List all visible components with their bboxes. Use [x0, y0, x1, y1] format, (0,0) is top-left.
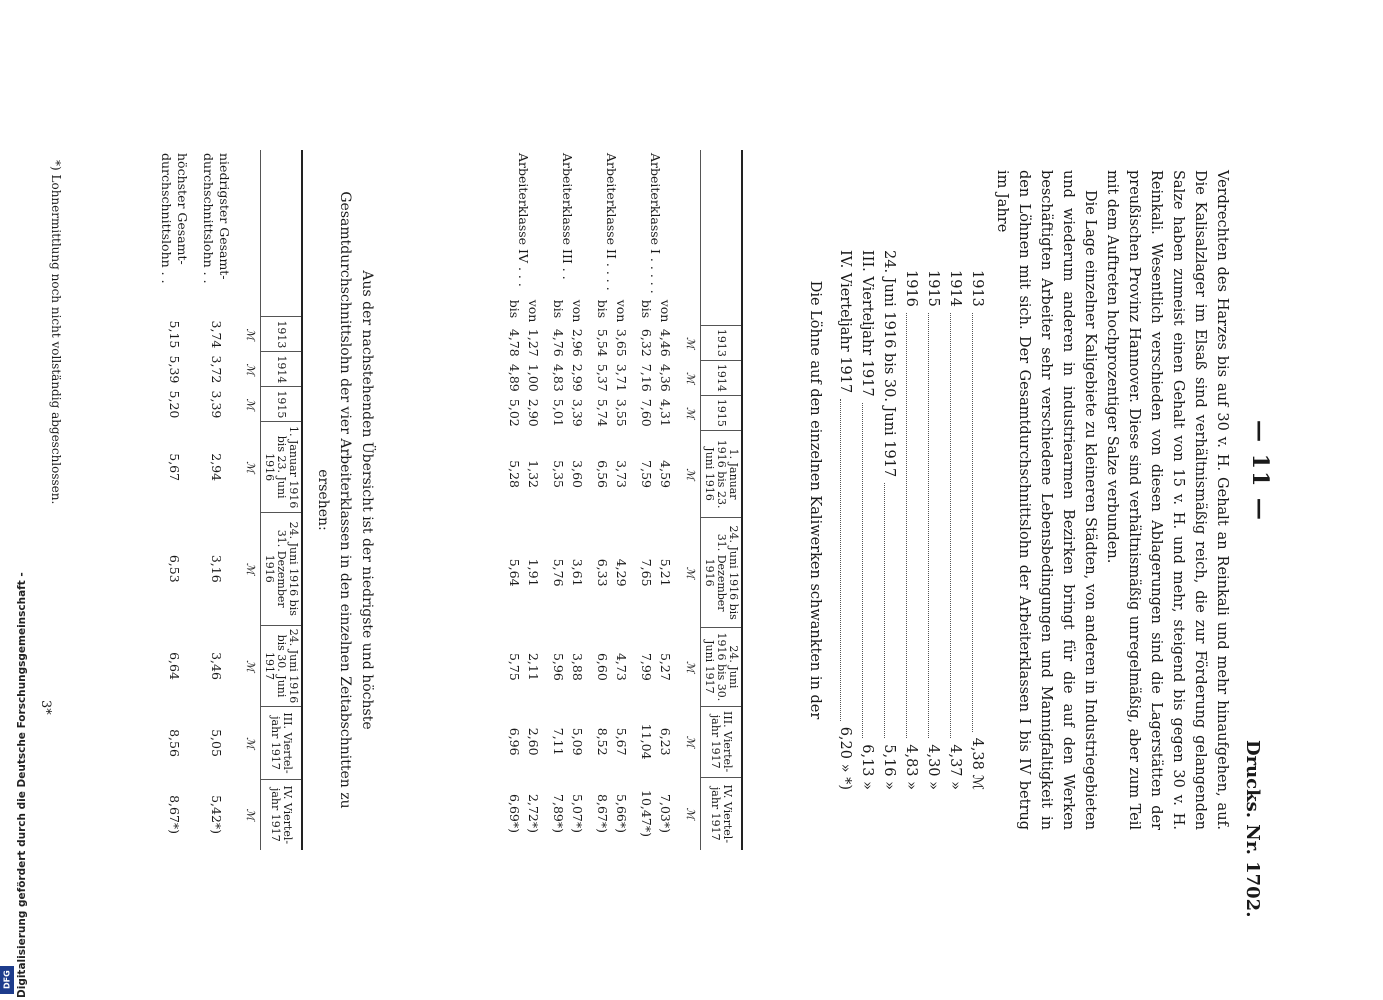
- min-value: 5,27: [658, 652, 673, 681]
- min-value: 5,66*): [614, 794, 629, 833]
- class-label: Arbeiterklasse IV . . .: [516, 153, 532, 287]
- unit-cell: ℳ: [244, 808, 257, 821]
- range-from: von: [614, 299, 629, 323]
- max-value: 5,54: [595, 328, 610, 357]
- min-value: 5,67: [614, 727, 629, 756]
- min-value: 4,46: [658, 328, 673, 357]
- paragraph-4: Aus der nachstehenden Übersicht ist der niedrigste und höchste Gesamtdurchschnittslohn der vier Arbeiterklassen in den einzelnen Zeitabschnitten zu ersehen:: [315, 191, 375, 809]
- min-value: 3,73: [614, 460, 629, 489]
- wage-value: 3,46: [209, 652, 224, 680]
- column-header: 1913: [701, 325, 743, 360]
- max-value: 6,96: [507, 727, 522, 756]
- column-header: III. Viertel-jahr 1917: [701, 706, 743, 777]
- year-value: 6,13 »: [859, 744, 875, 790]
- unit-cell: ℳ: [684, 406, 697, 419]
- table-row: [612, 150, 637, 850]
- unit-cell: ℳ: [244, 328, 257, 341]
- table-row: [656, 150, 681, 850]
- unit-cell: ℳ: [244, 461, 257, 474]
- year-row: [878, 230, 900, 790]
- column-header: 24. Juni 1916 bis 30. Juni 1917: [701, 627, 743, 706]
- dot-leader: [862, 403, 878, 738]
- wage-range-table: [505, 150, 743, 850]
- footnote: *) Lohnermittlung noch nicht vollständig abgeschlossen.: [49, 160, 63, 505]
- year-label: III. Vierteljahr 1917: [859, 250, 875, 397]
- year-value: 4,83 »: [903, 744, 919, 790]
- wage-value: 5,42*): [209, 795, 224, 835]
- min-value: 3,55: [614, 398, 629, 427]
- max-value: 5,75: [507, 652, 522, 681]
- min-value: 2,90: [526, 398, 541, 427]
- year-label: 1915: [925, 270, 941, 307]
- year-value: 4,38 ℳ: [969, 737, 985, 790]
- paragraph-1: Verdrechten des Harzes bis auf 30 v. H. Gehalt an Reinkali und mehr hinaufgehen, auf. Die Kalisalzlager im Elsaß sind verhältnismäßig reich, die zur Förderung gelangenden Salze haben zumeist einen Gehalt von 15 v. H. und mehr, steigend bis gegen 30 v. H. Reinkali. Wesentlich verschieden von diesen Ablagerungen sind die Lagerstätten der preußischen Provinz Hannover. Diese sind verhältnismäßig unregelmäßig, aber zum Teil mit dem Auftreten hochprozentiger Salze verbunden.: [1104, 170, 1230, 830]
- max-value: 7,11: [551, 727, 566, 756]
- row-label: höchster Gesamt-durchschnittslohn . .: [159, 153, 190, 284]
- unit-cell: ℳ: [684, 807, 697, 820]
- max-value: 5,02: [507, 398, 522, 427]
- dot-leader: [906, 313, 922, 738]
- max-value: 4,78: [507, 328, 522, 357]
- min-value: 2,72*): [526, 794, 541, 833]
- year-row: [834, 230, 856, 790]
- page-number: — 11 —: [1247, 420, 1273, 522]
- unit-cell: ℳ: [684, 566, 697, 579]
- wage-value: 8,56: [167, 729, 182, 757]
- average-wage-table: [156, 150, 303, 850]
- year-row: [856, 230, 878, 790]
- max-value: 11,04: [639, 723, 654, 760]
- min-value: 4,59: [658, 460, 673, 489]
- min-value: 3,88: [570, 652, 585, 681]
- max-value: 6,56: [595, 460, 610, 489]
- max-value: 5,37: [595, 363, 610, 392]
- max-value: 4,83: [551, 363, 566, 392]
- year-value: 6,20 » *): [837, 726, 853, 790]
- year-value: 5,16 »: [881, 744, 897, 790]
- paragraph-2: Die Lage einzelner Kaligebiete zu kleineren Städten, von anderen in Industriegebieten und wiederum anderen in industriearmen Bezirken bringt für die auf den Werken beschäftigten Arbeiter sehr verschiedene Lebensbedingungen und Mannigfaltigkeit in den Löhnen mit sich. Der Gesamtdurchschnittslohn der Arbeiterklassen I bis IV betrug im Jahre: [994, 170, 1098, 830]
- unit-cell: ℳ: [244, 363, 257, 376]
- max-value: 5,35: [551, 460, 566, 489]
- column-header: 1914: [701, 360, 743, 395]
- wage-value: 5,15: [167, 320, 182, 349]
- column-header: [701, 150, 743, 325]
- max-value: 6,69*): [507, 794, 522, 833]
- dot-leader: [928, 313, 944, 738]
- min-value: 4,36: [658, 363, 673, 392]
- min-value: 6,23: [658, 727, 673, 756]
- column-header: 24. Juni 1916 bis 31. Dezember 1916: [701, 518, 743, 628]
- wage-value: 3,16: [209, 554, 224, 583]
- range-to: bis: [639, 299, 654, 319]
- unit-spacer: [681, 150, 701, 325]
- year-label: 24. Juni 1916 bis 30. Juni 1917: [881, 250, 897, 478]
- table-row: [198, 150, 240, 850]
- year-value: 4,30 »: [925, 744, 941, 790]
- dot-leader: [972, 313, 988, 732]
- column-header: IV. Viertel-jahr 1917: [261, 779, 303, 850]
- max-value: 6,60: [595, 652, 610, 681]
- class-label: Arbeiterklasse II . . . .: [604, 153, 620, 291]
- body-text: [991, 170, 1233, 830]
- unit-cell: ℳ: [244, 562, 257, 575]
- range-to: bis: [507, 299, 522, 319]
- min-value: 3,65: [614, 328, 629, 357]
- dot-leader: [884, 483, 900, 738]
- min-value: 2,96: [570, 328, 585, 357]
- year-row: [966, 230, 988, 790]
- wage-value: 8,67*): [167, 795, 182, 835]
- paragraph-3: Die Löhne auf den einzelnen Kaliwerken schwankten in der: [807, 280, 823, 720]
- column-header: 24. Juni 1916 bis 30. Juni 1917: [261, 625, 303, 707]
- min-value: 4,29: [614, 558, 629, 587]
- unit-cell: ℳ: [684, 468, 697, 480]
- range-from: von: [526, 299, 541, 323]
- wage-value: 3,72: [209, 355, 224, 384]
- dfg-logo-icon: DFG: [0, 966, 14, 994]
- max-value: 7,89*): [551, 794, 566, 833]
- max-value: 7,99: [639, 652, 654, 681]
- max-value: 4,76: [551, 328, 566, 357]
- max-value: 5,64: [507, 558, 522, 587]
- class-label: Arbeiterklasse I . . . . .: [648, 153, 664, 294]
- unit-cell: ℳ: [684, 336, 697, 349]
- range-to: bis: [595, 299, 610, 319]
- max-value: 5,76: [551, 558, 566, 587]
- min-value: 5,21: [658, 558, 673, 587]
- min-value: 2,60: [526, 727, 541, 756]
- year-row: [922, 230, 944, 790]
- max-value: 8,67*): [595, 794, 610, 833]
- min-value: 5,09: [570, 727, 585, 756]
- min-value: 7,03*): [658, 794, 673, 833]
- column-header: 24. Juni 1916 bis 31. Dezember 1916: [261, 512, 303, 625]
- dfg-watermark-text: Digitalisierung gefördert durch die Deutsche Forschungsgemeinschaft -: [16, 572, 28, 998]
- max-value: 4,89: [507, 363, 522, 392]
- unit-row: [240, 150, 261, 850]
- unit-cell: ℳ: [684, 735, 697, 748]
- unit-cell: ℳ: [244, 398, 257, 411]
- min-value: 3,60: [570, 460, 585, 489]
- year-label: IV. Vierteljahr 1917: [837, 250, 853, 394]
- max-value: 7,65: [639, 558, 654, 587]
- wage-value: 5,05: [209, 729, 224, 757]
- dot-leader: [950, 313, 966, 738]
- min-value: 3,39: [570, 398, 585, 427]
- column-header: 1. Januar 1916 bis 23. Juni 1916: [701, 430, 743, 518]
- wage-value: 5,39: [167, 355, 182, 384]
- min-value: 3,71: [614, 363, 629, 392]
- max-value: 6,33: [595, 558, 610, 587]
- min-value: 2,99: [570, 363, 585, 392]
- min-value: 4,31: [658, 398, 673, 427]
- table-row: [524, 150, 549, 850]
- wage-value: 5,20: [167, 390, 182, 419]
- column-header: IV. Viertel-jahr 1917: [701, 777, 743, 850]
- min-value: 2,11: [526, 652, 541, 681]
- year-row: [900, 230, 922, 790]
- unit-spacer: [240, 150, 261, 317]
- unit-cell: ℳ: [684, 661, 697, 673]
- unit-cell: ℳ: [684, 371, 697, 384]
- year-value: 4,37 »: [947, 744, 963, 790]
- min-value: 3,61: [570, 558, 585, 587]
- max-value: 5,74: [595, 398, 610, 427]
- year-label: 1913: [969, 270, 985, 307]
- max-value: 7,60: [639, 398, 654, 427]
- unit-row: [681, 150, 701, 850]
- column-header: 1. Januar 1916 bis 23. Juni 1916: [261, 422, 303, 512]
- table-row: [568, 150, 593, 850]
- drucksache-number: Drucks. Nr. 1702.: [1242, 740, 1263, 918]
- max-value: 8,52: [595, 727, 610, 756]
- column-header: 1915: [261, 387, 303, 422]
- max-value: 5,96: [551, 652, 566, 681]
- dfg-watermark: [2, 572, 28, 998]
- column-header: [261, 150, 303, 317]
- wage-value: 2,94: [209, 453, 224, 482]
- range-from: von: [570, 299, 585, 323]
- unit-cell: ℳ: [244, 737, 257, 749]
- year-label: 1916: [903, 270, 919, 307]
- wage-value: 3,39: [209, 390, 224, 419]
- min-value: 1,27: [526, 328, 541, 357]
- yearly-average-list: [834, 230, 988, 790]
- max-value: 5,28: [507, 460, 522, 489]
- max-value: 7,16: [639, 363, 654, 392]
- dot-leader: [840, 399, 856, 720]
- year-row: [944, 230, 966, 790]
- min-value: 1,32: [526, 460, 541, 489]
- column-header: III. Viertel-jahr 1917: [261, 707, 303, 779]
- range-from: von: [658, 299, 673, 323]
- column-header: 1915: [701, 395, 743, 430]
- range-to: bis: [551, 299, 566, 319]
- min-value: 5,07*): [570, 794, 585, 833]
- year-label: 1914: [947, 270, 963, 307]
- row-label: niedrigster Gesamt-durchschnittslohn . .: [201, 153, 232, 284]
- unit-cell: ℳ: [244, 660, 257, 672]
- max-value: 10,47*): [639, 790, 654, 837]
- min-value: 1,91: [526, 558, 541, 587]
- wage-value: 3,74: [209, 320, 224, 349]
- max-value: 6,32: [639, 328, 654, 357]
- wage-value: 6,53: [167, 554, 182, 583]
- min-value: 4,73: [614, 652, 629, 681]
- column-header: 1913: [261, 317, 303, 352]
- table-row: [156, 150, 198, 850]
- wage-value: 5,67: [167, 453, 182, 482]
- max-value: 5,01: [551, 398, 566, 427]
- min-value: 1,00: [526, 363, 541, 392]
- max-value: 7,59: [639, 460, 654, 489]
- class-label: Arbeiterklasse III . .: [560, 153, 576, 280]
- sheet-signature: 3*: [38, 700, 53, 715]
- wage-value: 6,64: [167, 652, 182, 680]
- column-header: 1914: [261, 352, 303, 387]
